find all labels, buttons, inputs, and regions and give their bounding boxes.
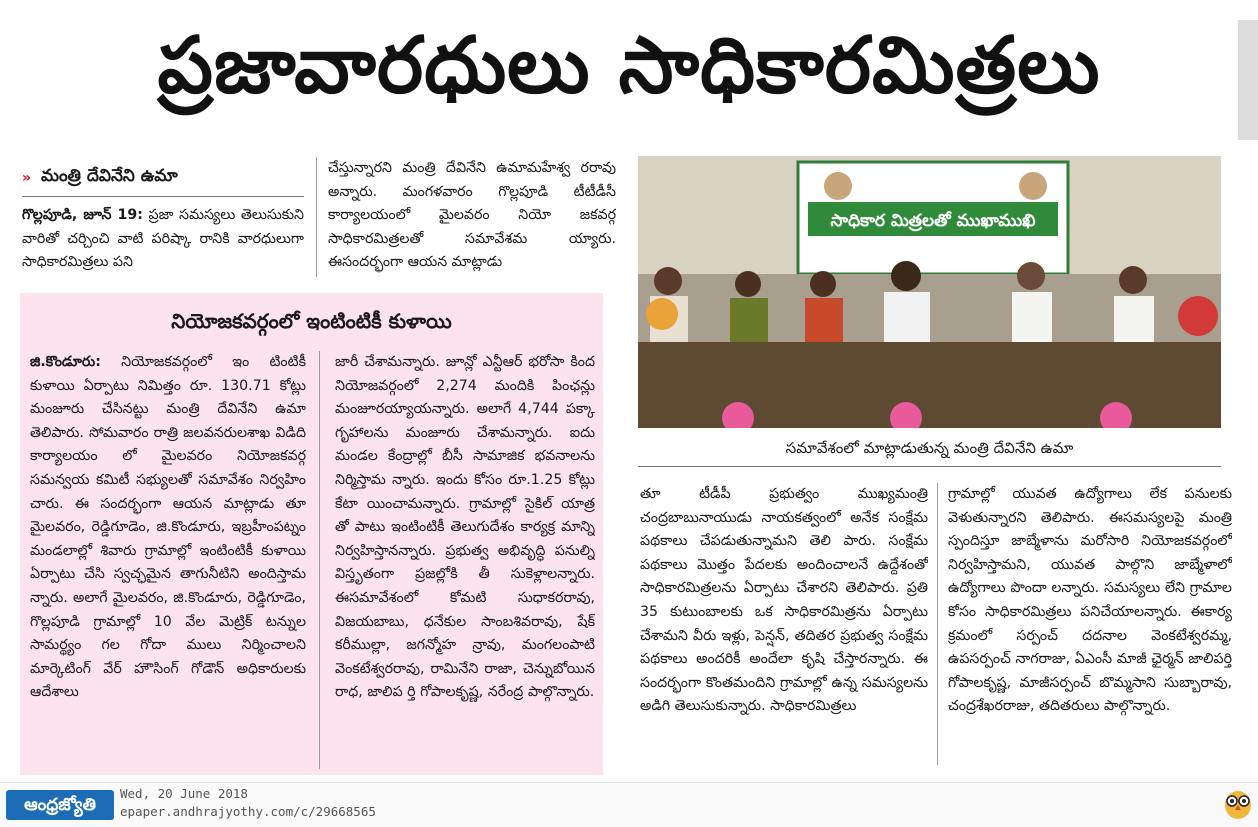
headline: ప్రజావారధులు సాధికారమిత్రలు xyxy=(157,20,1101,111)
caption-rule xyxy=(638,466,1221,467)
sidebar-story-dateline: జి.కొండూరు: xyxy=(30,354,101,370)
byline-rule xyxy=(22,196,304,197)
column-rule xyxy=(316,157,317,277)
epaper-url-link[interactable]: epaper.andhrajyothy.com/c/29668565 xyxy=(120,804,376,819)
intro-text: ప్రజా సమస్యలు తెలుసుకుని వారితో చర్చించి వాటి పరిష్కా రానికి వారధులుగా సాధికారమిత్రలు పని xyxy=(22,207,304,271)
intro-paragraph xyxy=(22,204,304,276)
photo-caption: సమావేశంలో మాట్లాడుతున్న మంత్రి దేవినేని ఉమా xyxy=(785,439,1074,457)
sidebar-story-title: నియోజకవర్గంలో ఇంటింటికీ కుళాయి xyxy=(171,309,452,333)
sidebar-story-text-1: నియోజకవర్గంలో ఇం టింటికీ కుళాయి ఏర్పాటు నిమిత్తం రూ. 130.71 కోట్లు మంజూరు చేసినట్టు మంత్రి దేవినేని ఉమా తెలిపారు. సోమవారం రాత్రి జలవనరులశాఖ విడిది కార్యాలయం లో మైలవరం నియోజకవర్గ సమన్వయ కమిటీ సభ్యులతో సమావేశం నిర్వహిం చారు. ఈ సందర్భంగా ఆయన మాట్లాడు తూ మైలవరం, రెడ్డిగూడెం, జి.కొండూరు, ఇబ్రహీంపట్నం మండలాల్లో శివారు గ్రామాల్లో ఇంటింటికీ కుళాయి ఏర్పాటు చేసి స్వచ్ఛమైన తాగునీటిని అందిస్తామ న్నారు. అలాగే మైలవరం, జి.కొండూరు, రెడ్డిగూడెం, గొల్లపూడి గ్రామాల్లో 10 వేల మెట్రిక్ టన్నుల సామర్థ్యం గల గోదా ములు నిర్మించాలని మార్కెటింగ్ వేర్ హౌసింగ్ గోడౌన్ అధికారులకు ఆదేశాలు xyxy=(30,354,306,701)
byline-text: మంత్రి దేవినేని ఉమా xyxy=(41,166,178,186)
byline xyxy=(22,165,302,191)
intro-dateline: గొల్లపూడి, జూన్ 19: xyxy=(22,207,143,223)
sidebar-story-column-1 xyxy=(30,351,306,771)
sidebar-column-rule xyxy=(319,351,320,769)
column-2-text: చేస్తున్నారని మంత్రి దేవినేని ఉమామహేశ్వ రరావు అన్నారు. మంగళవారం గొల్లపూడి టీటీడీసీ కార్యాలయంలో మైలవరం నియో జకవర్గ సాధికారమిత్రలతో సమావేశమ య్యారు. ఈసందర్భంగా ఆయన మాట్లాడు xyxy=(328,160,616,271)
meeting-photo xyxy=(638,156,1221,428)
publication-date: Wed, 20 June 2018 xyxy=(120,786,248,801)
column-4-text: గ్రామాల్లో యువత ఉద్యోగాలు లేక పనులకు వెళుతున్నారని తెలిపారు. ఈసమస్యలపై మంత్రి స్పందిస్తూ జాబ్మేళాను మరోసారి నియోజకవర్గంలో నిర్వహిస్తామని, యువత పాల్గొని జాబ్మేళాలో ఉద్యోగాలు పొందా లన్నారు. సమస్యలు లేని గ్రామాల కోసం సాధికారమిత్రలు పనిచేయాలన్నారు. ఈకార్య క్రమంలో సర్పంచ్ దదనాల వెంకటేశ్వరమ్మ, ఉపసర్పంచ్ నాగరాజు, ఏఎంసీ మాజీ ఛైర్మన్ జాలిపర్తి గోపాలకృష్ణ, మాజీసర్పంచ్ బొమ్మసాని సుబ్బారావు, చంద్రశేఖరరాజు, తదితరులు పాల్గొన్నారు. xyxy=(948,486,1232,715)
byline-marker: » xyxy=(22,170,32,186)
column-3-text: తూ టీడీపీ ప్రభుత్వం ముఖ్యమంత్రి చంద్రబాబునాయుడు నాయకత్వంలో అనేక సంక్షేమ పథకాలు చేపడుతున్నామని తెలి పారు. సంక్షేమ పథకాలు మొత్తం పేదలకు అందించాలనే ఉద్దేశంతో సాధికారమిత్రలను ఏర్పాటు చేశారని తెలిపారు. ప్రతి 35 కుటుంబాలకు ఒక సాధికారమిత్రను ఏర్పాటు చేశామని వీరు ఇళ్లు, పెన్షన్, తదితర ప్రభుత్వ సంక్షేమ పథకాలు అందరికీ అందేలా కృషి చేస్తారన్నారు. ఈ సందర్భంగా కొంతమందిని గ్రామాల్లో ఉన్న సమస్యలను అడిగి తెలుసుకున్నారు. సాధికారమిత్రలు xyxy=(640,486,928,715)
sidebar-story-column-2: జారీ చేశామన్నారు. జూన్లో ఎన్టీఆర్ భరోసా కింద నియోజవర్గంలో 2,274 మందికి పింఛన్లు మంజూరయ్యాయన్నారు. అలాగే 4,744 పక్కా గృహాలను మంజూరు చేశామన్నారు. ఐదు మండల కేంద్రాల్లో బీసీ సామాజిక భవనాలను నిర్మిస్తామ న్నారు. ఇందు కోసం రూ.1.25 కోట్లు కేటా యించామన్నారు. గ్రామాల్లో సైకిల్ యాత్ర తో పాటు ఇంటింటికీ తెలుగుదేశం కార్యక్ర మాన్ని నిర్వహిస్తానన్నారు. ప్రభుత్వ అభివృద్ధి పనుల్ని విస్తృతంగా ప్రజల్లోకి తీ సుకెళ్లాలన్నారు. ఈసమావేశంలో కోమటి సుధాకరరావు, విజయబాబు, ధనేకుల సాంబశివరావు, షేక్ కరీముల్లా, జగన్మోహ న్రావు, మంగలంపాటి వెంకటేశ్వరరావు, రామినేని రాజా, చెన్నుబోయిన రాధ, జాలిప ర్తి గోపాలకృష్ణ, నరేంద్ర పాల్గొన్నారు. xyxy=(335,354,595,701)
column-rule-right xyxy=(937,483,938,765)
photo-banner-text: సాధికార మిత్రలతో ముఖాముఖి xyxy=(830,211,1036,231)
edge-bar xyxy=(1238,20,1258,140)
andhrajyothy-logo[interactable]: ఆంధ్రజ్యోతి xyxy=(6,790,114,820)
meeting-photo-illustration xyxy=(638,156,1221,428)
owl-icon[interactable] xyxy=(1222,786,1254,820)
